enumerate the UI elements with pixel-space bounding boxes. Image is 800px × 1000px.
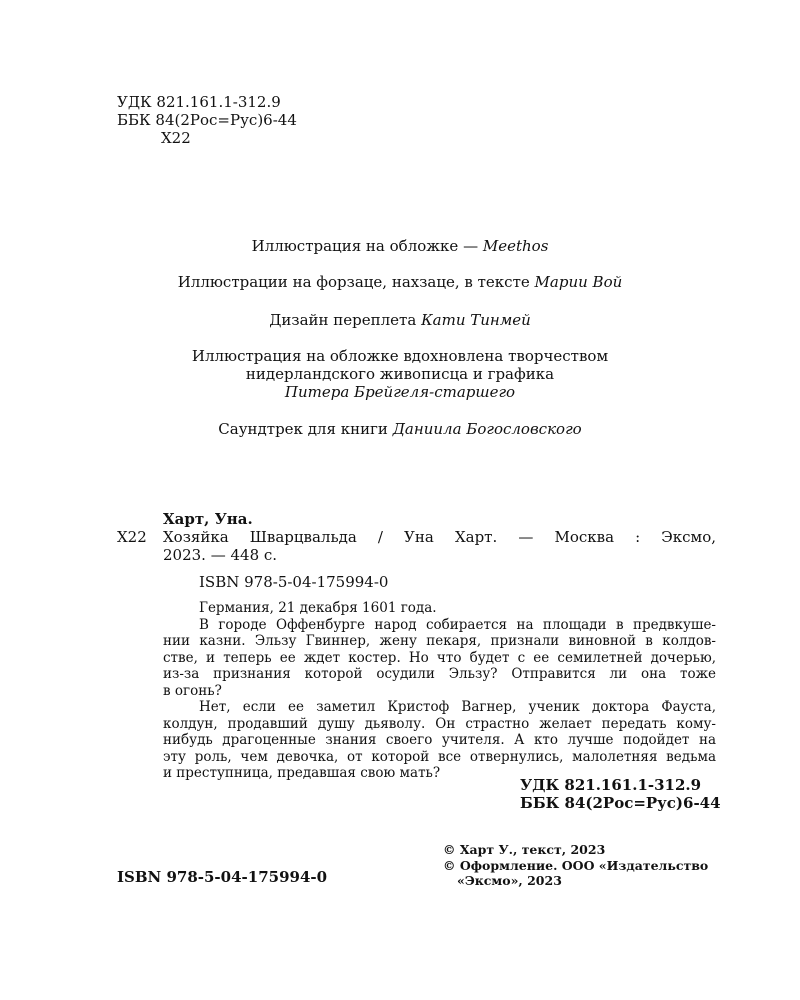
- copyright-design-cont: «Эксмо», 2023: [457, 873, 562, 888]
- cover-credit-name: Meethos: [482, 237, 549, 255]
- inspiration-line-1: Иллюстрация на обложке вдохновлена творчеством: [191, 347, 609, 365]
- copyright-text: © Харт У., текст, 2023: [443, 842, 606, 857]
- annotation-p3-line-1: Нет, если ее заметил Кристоф Вагнер, ученик доктора Фауста,: [199, 699, 716, 715]
- bbk-code: ББК 84(2Рос=Рус)6-44: [117, 111, 297, 129]
- annotation-p2-line-1: В городе Оффенбурге народ собирается на площади в предвкуше-: [199, 616, 716, 633]
- udk-code: УДК 821.161.1-312.9: [117, 93, 281, 111]
- record-isbn: ISBN 978-5-04-175994-0: [199, 573, 389, 591]
- endpapers-illustration-credit: [0, 273, 800, 291]
- soundtrack-credit-label: Саундтрек для книги: [218, 420, 388, 438]
- bottom-isbn: ISBN 978-5-04-175994-0: [117, 868, 328, 886]
- annotation-p2-line-3: стве, и теперь ее ждет костер. Но что будет с ее семилетней дочерью,: [163, 649, 716, 666]
- footer-udk-code: УДК 821.161.1-312.9: [520, 776, 702, 794]
- inspiration-artist-name: Питера Брейгеля-старшего: [284, 383, 516, 401]
- binding-design-credit: [0, 311, 800, 329]
- annotation-p2-line-2: нии казни. Эльзу Гвиннер, жену пекаря, признали виновной в колдов-: [163, 633, 716, 649]
- inspiration-line-2: нидерландского живописца и графика: [245, 365, 555, 383]
- annotation-p3-line-2: колдун, продавший душу дьяволу. Он страстно желает передать кому-: [163, 715, 716, 732]
- annotation-p2-line-5: в огонь?: [163, 682, 222, 699]
- binding-credit-name: Кати Тинмей: [421, 311, 531, 329]
- record-author-mark: Х22: [117, 528, 147, 546]
- annotation-p2-line-4: из-за признания которой осудили Эльзу? Отправится ли она тоже: [163, 666, 716, 682]
- endpapers-credit-name: Марии Вой: [534, 273, 623, 291]
- footer-bbk-code: ББК 84(2Рос=Рус)6-44: [520, 794, 721, 812]
- cover-illustration-credit: [0, 237, 800, 255]
- annotation-date-line: Германия, 21 декабря 1601 года.: [199, 600, 437, 616]
- annotation-p3-line-4: эту роль, чем девочка, от которой все отвернулись, малолетняя ведьма: [163, 748, 716, 765]
- author-mark: Х22: [161, 129, 191, 147]
- soundtrack-credit: [0, 420, 800, 438]
- copyright-design: © Оформление. ООО «Издательство: [443, 857, 709, 873]
- annotation-p3-line-5: и преступница, предавшая свою мать?: [163, 765, 441, 781]
- binding-credit-label: Дизайн переплета: [269, 311, 417, 329]
- record-author: Харт, Уна.: [163, 510, 253, 528]
- record-title-line-1: Хозяйка Шварцвальда / Уна Харт. — Москва : Эксмо,: [163, 528, 716, 546]
- record-title-line-2: 2023. — 448 с.: [163, 546, 278, 564]
- cover-credit-label: Иллюстрация на обложке —: [251, 237, 479, 255]
- soundtrack-credit-name: Даниила Богословского: [392, 420, 582, 438]
- annotation-p3-line-3: нибудь драгоценные знания своего учителя. А кто лучше подойдет на: [163, 732, 716, 748]
- endpapers-credit-label: Иллюстрации на форзаце, нахзаце, в тексте: [177, 273, 530, 291]
